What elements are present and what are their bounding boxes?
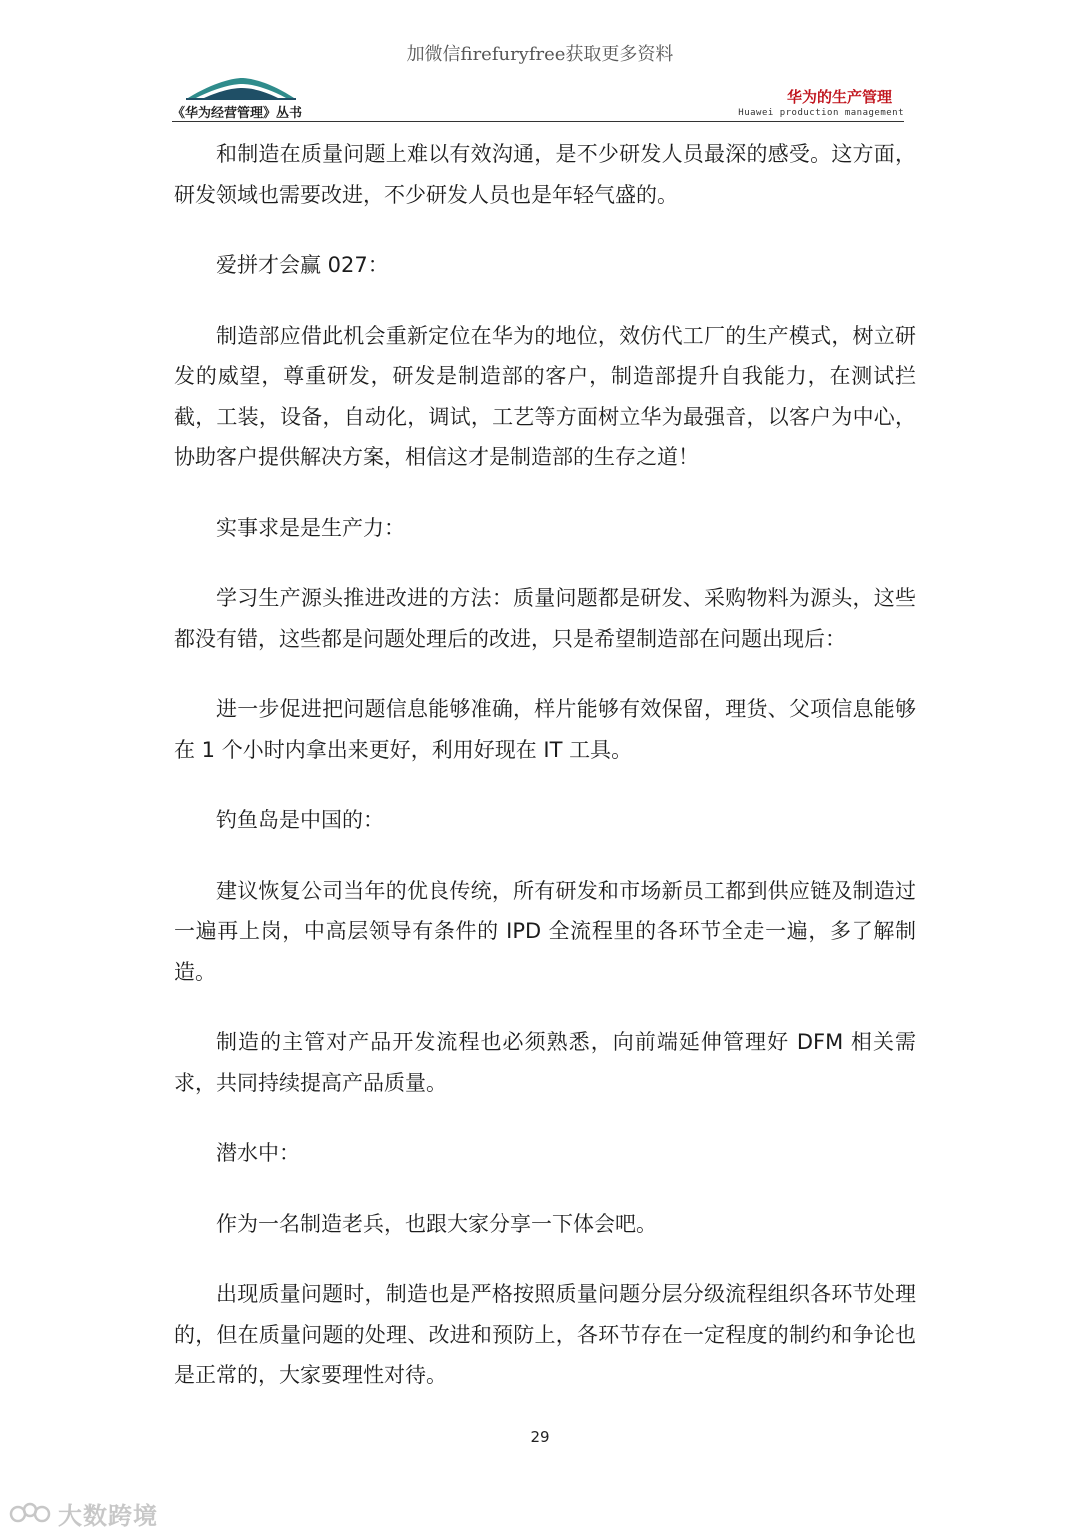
paragraph: 作为一名制造老兵，也跟大家分享一下体会吧。 bbox=[216, 1211, 657, 1236]
paragraph: 实事求是是生产力： bbox=[216, 515, 405, 540]
paragraph: 制造部应借此机会重新定位在华为的地位，效仿代工厂的生产模式，树立研发的威望，尊重研发，研发是制造部的客户，制造部提升自我能力，在测试拦截，工装，设备，自动化，调试，工艺等方面树立华为最强音，以客户为中心，协助客户提供解决方案，相信这才是制造部的生存之道！ bbox=[174, 323, 916, 469]
paragraph: 钓鱼岛是中国的： bbox=[216, 808, 384, 832]
watermark-text: 大数跨境 bbox=[58, 1501, 158, 1530]
page-number: 29 bbox=[530, 1428, 550, 1446]
mountain-logo-icon bbox=[186, 76, 296, 102]
paragraph: 进一步促进把问题信息能够准确，样片能够有效保留，理货、父项信息能够在 1 个小时内拿出来更好，利用好现在 IT 工具。 bbox=[174, 697, 916, 762]
paragraph: 制造的主管对产品开发流程也必须熟悉，向前端延伸管理好 DFM 相关需求，共同持续提高产品质量。 bbox=[174, 1030, 916, 1095]
page-body bbox=[174, 134, 916, 1426]
paragraph: 出现质量问题时，制造也是严格按照质量问题分层分级流程组织各环节处理的，但在质量问题的处理、改进和预防上，各环节存在一定程度的制约和争论也是正常的，大家要理性对待。 bbox=[174, 1282, 916, 1387]
book-subtitle: Huawei production management bbox=[738, 108, 904, 118]
header-divider bbox=[172, 121, 904, 122]
paragraph: 学习生产源头推进改进的方法：质量问题都是研发、采购物料为源头，这些都没有错，这些都是问题处理后的改进，只是希望制造部在问题出现后： bbox=[174, 586, 916, 651]
paragraph: 爱拼才会赢 027： bbox=[216, 253, 389, 277]
series-title: 《华为经营管理》丛书 bbox=[172, 106, 303, 121]
top-note: 加微信firefuryfree获取更多资料 bbox=[406, 44, 674, 65]
paragraph: 和制造在质量问题上难以有效沟通，是不少研发人员最深的感受。这方面，研发领域也需要改进，不少研发人员也是年轻气盛的。 bbox=[174, 142, 916, 207]
page-header bbox=[172, 76, 904, 122]
paragraph: 建议恢复公司当年的优良传统，所有研发和市场新员工都到供应链及制造过一遍再上岗，中高层领导有条件的 IPD 全流程里的各环节全走一遍，多了解制造。 bbox=[174, 878, 916, 984]
book-title: 华为的生产管理 bbox=[786, 88, 892, 106]
watermark-logo-icon bbox=[8, 1498, 52, 1528]
watermark bbox=[8, 1496, 158, 1530]
paragraph: 潜水中： bbox=[216, 1141, 300, 1165]
